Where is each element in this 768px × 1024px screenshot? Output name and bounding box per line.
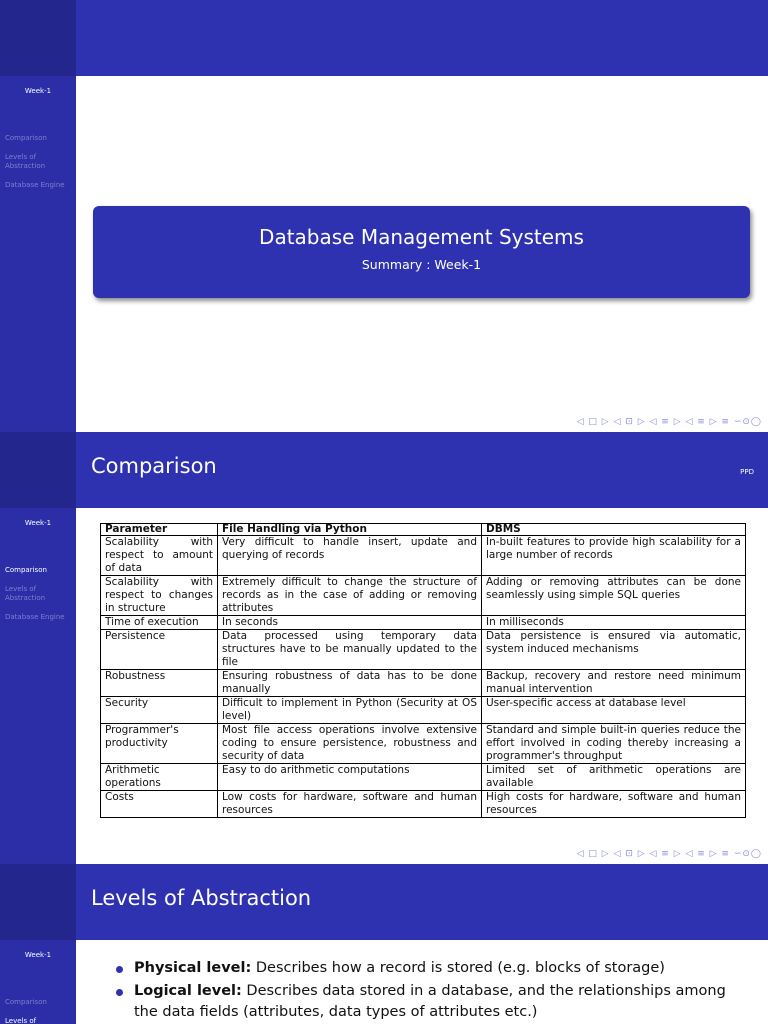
table-cell: Most file access operations involve extensive coding to ensure persistence, robustness and security of data <box>218 724 482 764</box>
table-cell: Scalability with respect to amount of data <box>101 536 218 576</box>
table-cell: Data persistence is ensured via automatic, system induced mechanisms <box>482 630 746 670</box>
sidebar <box>0 432 76 864</box>
sidebar-item-levels-of-abstraction[interactable]: Levels of Abstraction <box>5 153 46 170</box>
table-cell: Difficult to implement in Python (Security at OS level) <box>218 697 482 724</box>
list-item <box>116 981 746 1023</box>
table-row <box>101 697 746 724</box>
table-header-cell: File Handling via Python <box>218 524 482 536</box>
table-row <box>101 616 746 630</box>
sidebar-corner <box>0 0 76 76</box>
table-cell: Time of execution <box>101 616 218 630</box>
title-block <box>93 206 750 298</box>
frame-title: Comparison <box>91 454 217 478</box>
table-cell: In milliseconds <box>482 616 746 630</box>
table-cell: Limited set of arithmetic operations are available <box>482 764 746 791</box>
frame-title: Levels of Abstraction <box>91 886 312 910</box>
table-cell: In seconds <box>218 616 482 630</box>
sidebar-week-label[interactable]: Week-1 <box>24 951 52 959</box>
levels-of-abstraction-slide <box>0 864 768 1024</box>
table-row <box>101 576 746 616</box>
sidebar-item-database-engine[interactable]: Database Engine <box>5 613 65 621</box>
table-cell: Costs <box>101 791 218 818</box>
author-initials: PPD <box>740 468 754 476</box>
beamer-navigation-icons[interactable]: ◁ □ ▷ ◁ ⊡ ▷ ◁ ≡ ▷ ◁ ≡ ▷ ≡ ∽⊙◯ <box>576 417 762 427</box>
sidebar <box>0 864 76 1024</box>
sidebar-corner <box>0 432 76 508</box>
presentation-subtitle: Summary : Week-1 <box>361 257 482 272</box>
table-cell: In-built features to provide high scalability for a large number of records <box>482 536 746 576</box>
bullet-icon <box>116 989 123 996</box>
beamer-navigation-icons[interactable]: ◁ □ ▷ ◁ ⊡ ▷ ◁ ≡ ▷ ◁ ≡ ▷ ≡ ∽⊙◯ <box>576 849 762 859</box>
table-cell: Data processed using temporary data structures have to be manually updated to the file <box>218 630 482 670</box>
table-cell: Arithmetic operations <box>101 764 218 791</box>
sidebar-week-label[interactable]: Week-1 <box>24 519 52 527</box>
title-slide <box>0 0 768 432</box>
table-cell: Standard and simple built-in queries reduce the effort involved in coding thereby increasing a programmer's throughput <box>482 724 746 764</box>
table-row <box>101 670 746 697</box>
table-cell: Scalability with respect to changes in structure <box>101 576 218 616</box>
table-cell: High costs for hardware, software and human resources <box>482 791 746 818</box>
header-bar <box>76 0 768 76</box>
table-cell: User-specific access at database level <box>482 697 746 724</box>
table-cell: Backup, recovery and restore need minimum manual intervention <box>482 670 746 697</box>
sidebar-item-comparison[interactable]: Comparison <box>5 566 47 574</box>
bullet-term: Logical level: <box>134 983 242 999</box>
table-cell: Ensuring robustness of data has to be done manually <box>218 670 482 697</box>
table-cell: Programmer's productivity <box>101 724 218 764</box>
sidebar-week-label[interactable]: Week-1 <box>24 87 52 95</box>
table-cell: Persistence <box>101 630 218 670</box>
sidebar-item-levels-of-abstraction[interactable]: Levels of <box>5 1017 37 1024</box>
sidebar <box>0 0 76 432</box>
bullet-icon <box>116 966 123 973</box>
table-cell: Low costs for hardware, software and human resources <box>218 791 482 818</box>
table-row <box>101 724 746 764</box>
comparison-table <box>100 523 746 818</box>
sidebar-item-comparison[interactable]: Comparison <box>5 134 47 142</box>
table-cell: Adding or removing attributes can be done seamlessly using simple SQL queries <box>482 576 746 616</box>
table-header-cell: DBMS <box>482 524 746 536</box>
table-row <box>101 764 746 791</box>
sidebar-item-levels-of-abstraction[interactable]: Levels of Abstraction <box>5 585 46 602</box>
table-row <box>101 536 746 576</box>
table-header-cell: Parameter <box>101 524 218 536</box>
sidebar-corner <box>0 864 76 940</box>
table-row <box>101 791 746 818</box>
bullet-list <box>116 958 746 1024</box>
sidebar-item-comparison[interactable]: Comparison <box>5 998 47 1006</box>
table-cell: Easy to do arithmetic computations <box>218 764 482 791</box>
list-item <box>116 958 746 979</box>
bullet-text: Describes data stored in a database, and the relationships among the data fields (attributes, data types of attributes etc.) <box>134 983 726 1020</box>
sidebar-item-database-engine[interactable]: Database Engine <box>5 181 65 189</box>
table-cell: Security <box>101 697 218 724</box>
bullet-term: Physical level: <box>134 960 252 976</box>
table-cell: Robustness <box>101 670 218 697</box>
table-row <box>101 630 746 670</box>
comparison-slide <box>0 432 768 864</box>
table-cell: Very difficult to handle insert, update and querying of records <box>218 536 482 576</box>
bullet-text: Describes how a record is stored (e.g. blocks of storage) <box>251 960 665 976</box>
table-header-row <box>101 524 746 536</box>
presentation-title: Database Management Systems <box>259 225 584 249</box>
table-cell: Extremely difficult to change the structure of records as in the case of adding or removing attributes <box>218 576 482 616</box>
